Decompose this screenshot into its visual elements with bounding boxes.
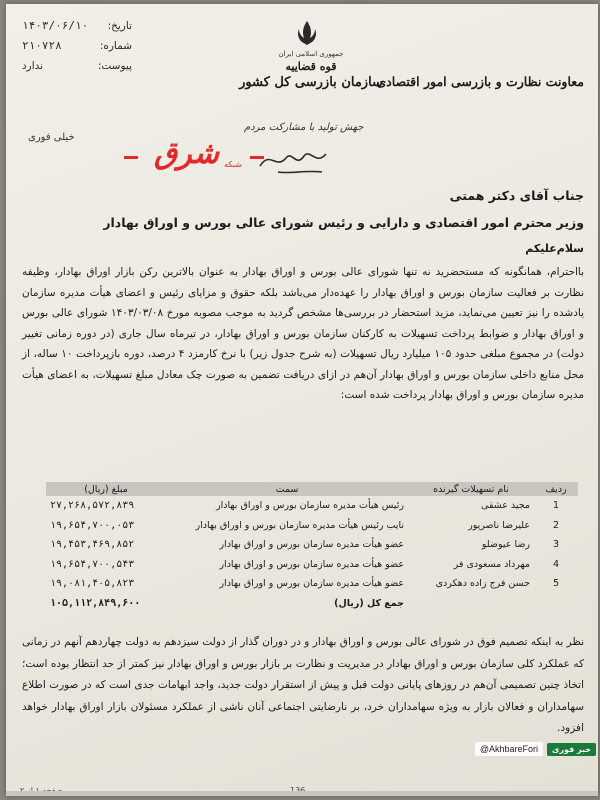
attachment-label: پیوست: [97, 60, 132, 72]
cell-name: مهرداد مسعودی فر [453, 558, 530, 570]
department-title: معاونت نظارت و بازرسی امور اقتصادی [376, 74, 584, 89]
body-paragraph-1: با‌احترام، همانگونه که مستحضرید نه تنها شورای عالی بورس و اوراق بهادار به عنوان بالاترین رکن بازار اوراق بهادار، وظیفه نظارت بر فعالیت سازمان بورس و اوراق بهادار را عهده‌دار می‌باشد بلکه حقوق و مزایای رئیس و اعضای هیأت مدیره سازمان یادشده را نیز تعیین می‌نماید، مزید استحضار در بررسی‌ها مشخص گردید به موجب مصوبه مورخ ۱۴۰۳/۰۳/۰۸ شورای عالی بورس و اوراق بهادار و ضوابط پرداخت تسهیلات به کارکنان سازمان بورس و اوراق بهادار، در تیرماه سال جاری (در دوره زمانی تغییر دولت) در مجموع مبلغی حدود ۱۰۵ میلیارد ریال تسهیلات (به شرح جدول زیر) با نرخ کارمزد ۴ درصد، دوره بازپرداخت ۱۰ ساله، از محل منابع داخلی سازمان بورس و اوراق بهادار آن‌هم در ازای دریافت تضمین به صورت چک معادل مبلغ تسهیلات، به اعضای هیأت مدیره سازمان بورس و اوراق بهادار پرداخت شده است: [22, 266, 585, 401]
watermark-word: شرق [154, 136, 219, 171]
col-amount: مبلغ (ریال) [46, 482, 166, 496]
cell-amount: ۱۹,۶۵۴,۷۰۰,۰۵۳ [50, 519, 135, 531]
table-row [46, 535, 578, 555]
slogan: جهش تولید با مشارکت مردم [244, 122, 364, 133]
greeting: سلام‌علیکم [525, 242, 584, 255]
table-total-row [46, 594, 578, 614]
col-position: سمت [166, 482, 408, 496]
brand-logo: خبر فوری [547, 743, 596, 756]
cell-row: 4 [552, 558, 560, 570]
iran-emblem-icon [292, 18, 322, 48]
cell-amount: ۱۹,۰۸۱,۴۰۵,۸۲۳ [50, 578, 135, 590]
date-label: تاریخ: [107, 20, 132, 32]
body-paragraph-2: نظر به اینکه تصمیم فوق در شورای عالی بورس و اوراق بهادار و در دوران گذار از دولت سیزدهم به دولت چهاردهم آنهم در زمانی که عملکرد کلی سازمان بورس و اوراق بهادار در مدیریت و نظارت بر بازار بورس و اوراق بهادار نیز کمتر از حد انتظار بوده است؛ اتخاذ چنین تصمیمی آن‌هم در روزهای پایانی دولت قبل و پیش از استقرار دولت جدید، واجد ابهامات جدی است که در صورت اطلاع سهامداران و فعالان بازار به ویژه سهامداران خرد، بر نارضایتی اجتماعی آنان ناشی از عملکرد مسئولان بازار اوراق بهادار خواهد افزود. [22, 636, 584, 734]
table-header-row [46, 482, 578, 496]
cell-position: نایب رئیس هیأت مدیره سازمان بورس و اوراق بهادار [195, 519, 404, 531]
watermark-dash-right [250, 156, 264, 159]
letter-meta [22, 16, 132, 76]
loans-table [46, 482, 578, 613]
shargh-watermark [124, 134, 264, 182]
attachment-value: ندارد [22, 60, 44, 72]
cell-amount: ۱۹,۴۵۳,۴۶۹,۸۵۲ [50, 539, 135, 551]
date-row [22, 16, 132, 36]
gov-line: جمهوری اسلامی ایران [278, 50, 344, 58]
attachment-row [22, 56, 132, 76]
number-value: ۲۱۰۷۲۸ [22, 39, 62, 52]
urgency-label: خیلی فوری [28, 132, 75, 143]
handwritten-signature [256, 140, 336, 178]
brand-handle: @AkhbareFori [475, 742, 543, 756]
cell-name: علیرضا ناصرپور [468, 519, 530, 531]
cell-name: حسن فرج زاده دهکردی [435, 578, 530, 590]
addressee-title: وزیر محترم امور اقتصادی و دارایی و رئیس شورای عالی بورس و اوراق بهادار [103, 215, 584, 230]
table-row [46, 555, 578, 575]
table-row [46, 516, 578, 536]
total-label: جمع کل (ریال) [334, 597, 404, 609]
number-row [22, 36, 132, 56]
total-amount: ۱۰۵,۱۱۲,۸۴۹,۶۰۰ [50, 597, 141, 609]
col-name: نام تسهیلات گیرنده [408, 482, 534, 496]
branch-name: قوه قضاییه [285, 60, 337, 73]
letter-sheet [6, 4, 598, 796]
cell-name: رضا عیوضلو [481, 539, 530, 551]
cell-position: رئیس هیأت مدیره سازمان بورس و اوراق بهادار [216, 500, 404, 512]
cell-row: 5 [552, 578, 560, 590]
cell-position: عضو هیأت مدیره سازمان بورس و اوراق بهادار [219, 539, 404, 551]
col-row: ردیف [534, 482, 578, 496]
cell-amount: ۱۹,۶۵۴,۷۰۰,۵۴۳ [50, 558, 135, 570]
addressee-name: جناب آقای دکتر همتی [449, 188, 584, 203]
table-row [46, 496, 578, 516]
date-value: ۱۴۰۳/۰۶/۱۰ [22, 19, 89, 32]
brand-watermark [475, 742, 596, 756]
cell-name: مجید عشقی [481, 500, 530, 512]
watermark-dash-left [124, 156, 138, 159]
cell-position: عضو هیأت مدیره سازمان بورس و اوراق بهادار [219, 558, 404, 570]
number-label: شماره: [99, 40, 132, 52]
table-row [46, 574, 578, 594]
watermark-sub: شبکه [224, 160, 242, 169]
cell-row: 2 [552, 519, 560, 531]
cell-row: 1 [552, 500, 560, 512]
letterhead-center [236, 50, 386, 90]
cell-amount: ۲۷,۲۶۸,۵۷۲,۸۳۹ [50, 500, 135, 512]
page-edge [6, 791, 598, 796]
cell-row: 3 [552, 539, 560, 551]
addressee-block [24, 188, 584, 230]
org-name: سازمان بازرسی کل کشور [239, 75, 383, 90]
cell-position: عضو هیأت مدیره سازمان بورس و اوراق بهادار [219, 578, 404, 590]
